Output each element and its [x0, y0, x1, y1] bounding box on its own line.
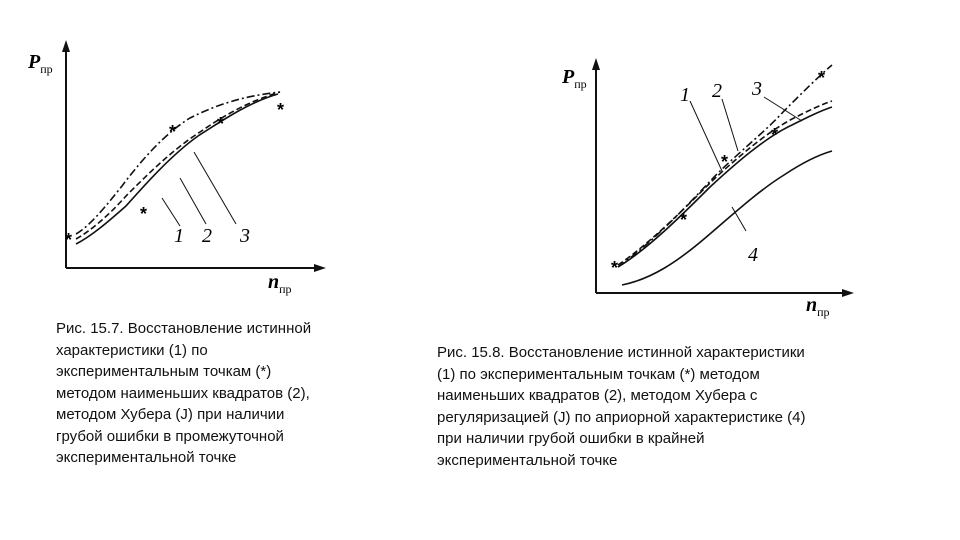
caption-line: Рис. 15.8. Восстановление истинной характеристики	[437, 344, 805, 361]
x-axis-label	[806, 294, 830, 319]
leader-line-4	[732, 207, 746, 231]
x-axis-subscript: пр	[279, 282, 292, 296]
caption-line: экспериментальной точке	[56, 449, 237, 466]
leader-line-3	[764, 97, 802, 121]
caption-line: грубой ошибки в промежуточной	[56, 427, 284, 445]
caption-line: Рис. 15.7. Восстановление истинной	[56, 320, 312, 337]
y-axis-symbol: P	[562, 66, 575, 88]
curve-label-2: 2	[202, 225, 212, 247]
y-axis-symbol: P	[28, 51, 41, 73]
experimental-point: *	[771, 125, 779, 145]
caption-line: экспериментальной точке	[437, 451, 618, 469]
experimental-point: *	[169, 122, 177, 142]
y-axis-label	[27, 51, 53, 76]
x-axis-arrow	[314, 264, 326, 272]
curve-2	[618, 101, 832, 265]
curve-label-3: 3	[752, 78, 762, 100]
caption-figure-15-7	[56, 318, 311, 469]
y-axis-subscript: пр	[40, 62, 53, 76]
experimental-point: *	[65, 230, 73, 250]
leader-line-1	[162, 198, 180, 226]
y-axis-subscript: пр	[574, 77, 587, 91]
leader-line-2	[180, 178, 206, 224]
experimental-point: *	[818, 68, 826, 88]
experimental-point: *	[217, 114, 225, 134]
x-axis-arrow	[842, 289, 854, 297]
curve-label-1: 1	[174, 225, 184, 247]
curve-2	[76, 92, 280, 239]
y-axis-label	[561, 66, 587, 91]
y-axis-arrow	[592, 58, 600, 70]
x-axis-symbol: n	[806, 294, 818, 316]
figure-15-8-graph	[552, 55, 858, 320]
caption-figure-15-8	[437, 342, 806, 471]
caption-line: методом наименьших квадратов (2),	[56, 384, 310, 402]
curve-3	[76, 92, 280, 234]
experimental-point: *	[721, 152, 729, 172]
experimental-point: *	[277, 100, 285, 120]
curve-label-2: 2	[712, 80, 722, 102]
leader-line-1	[690, 101, 722, 171]
curve-label-1: 1	[680, 84, 690, 106]
caption-line: характеристики (1) по	[56, 341, 208, 359]
experimental-point: *	[140, 204, 148, 224]
x-axis-subscript: пр	[817, 305, 830, 319]
caption-line: (1) по экспериментальным точкам (*) методом	[437, 365, 760, 383]
figure-15-7-graph	[22, 38, 328, 300]
y-axis-arrow	[62, 40, 70, 52]
caption-line: наименьших квадратов (2), методом Хубера с	[437, 387, 758, 404]
curve-label-3: 3	[240, 225, 250, 247]
caption-line: при наличии грубой ошибки в крайней	[437, 430, 705, 447]
curve-1	[618, 107, 832, 267]
experimental-point: *	[680, 210, 688, 230]
caption-line: методом Хубера (J) при наличии	[56, 406, 285, 423]
x-axis-label	[268, 271, 292, 296]
experimental-point: *	[611, 258, 619, 278]
figure-15-8	[552, 55, 858, 320]
curve-label-4: 4	[748, 244, 758, 266]
caption-line: экспериментальным точкам (*)	[56, 363, 272, 380]
caption-line: регуляризацией (J) по априорной характеристике (4)	[437, 408, 806, 426]
leader-line-2	[722, 99, 738, 151]
x-axis-symbol: n	[268, 271, 280, 293]
figure-15-7	[22, 38, 328, 300]
